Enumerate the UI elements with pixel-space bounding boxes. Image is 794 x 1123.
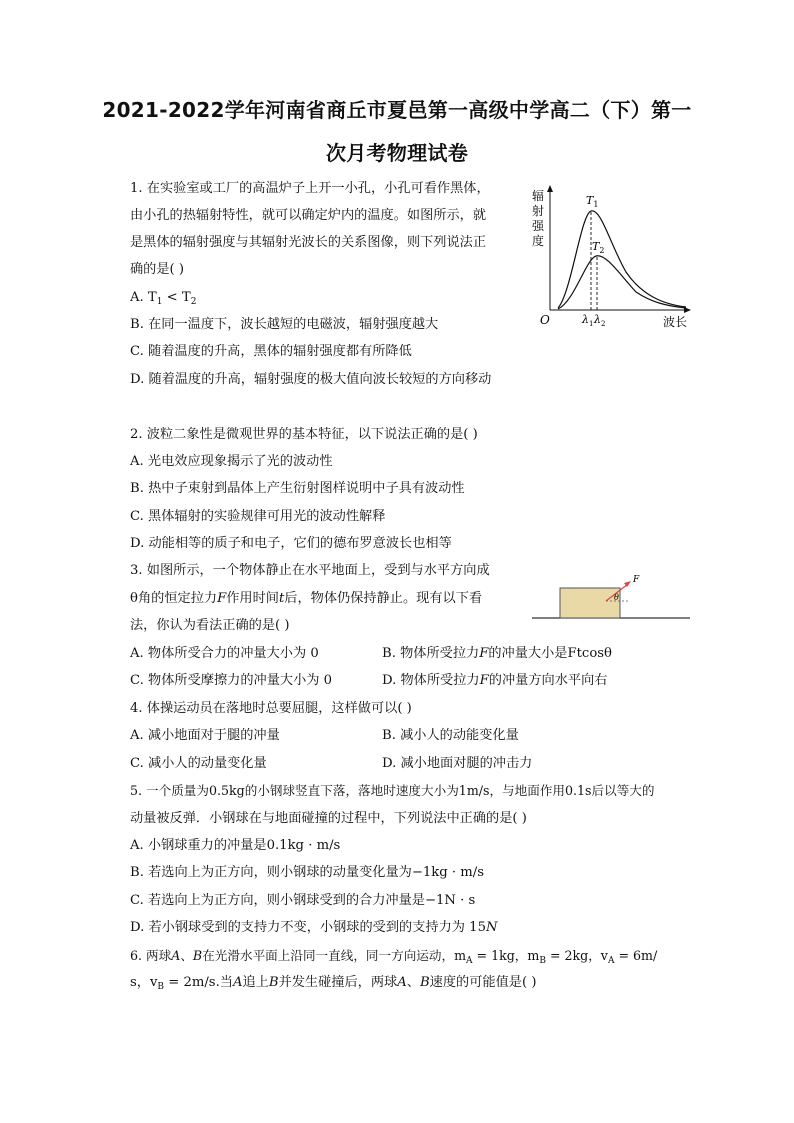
lambda1-label: $\lambda_1$ xyxy=(582,313,594,328)
q4-option-a: A. 减小地面对于腿的冲量 xyxy=(130,728,280,743)
q2-option-b: B. 热中子束射到晶体上产生衍射图样说明中子具有波动性 xyxy=(130,481,465,496)
q1-option-b: B. 在同一温度下，波长越短的电磁波，辐射强度越大 xyxy=(130,317,439,332)
q3-option-b-a: B. 物体所受拉力 xyxy=(382,646,480,661)
q1-option-c: C. 随着温度的升高，黑体的辐射强度都有所降低 xyxy=(130,344,412,359)
q3-option-d-a: D. 物体所受拉力 xyxy=(382,673,480,688)
q3-option-d-force: F xyxy=(479,673,489,688)
y-label-char-3: 强 xyxy=(532,219,545,233)
q5-option-d xyxy=(130,920,498,936)
q1-option-a-sub-1: 1 xyxy=(156,297,163,307)
q5-option-c: C. 若选向上为正方向，则小钢球受到的合力冲量是−1N · s xyxy=(130,893,476,908)
q4-option-c: C. 减小人的动量变化量 xyxy=(130,756,267,771)
q3-option-d xyxy=(382,673,607,689)
q1-stem-line-3: 是黑体的辐射强度与其辐射光波长的关系图像，则下列说法正 xyxy=(130,235,487,250)
y-label-char-2: 射 xyxy=(532,204,545,218)
q2-option-a: A. 光电效应现象揭示了光的波动性 xyxy=(130,454,333,469)
q3-stem-line-2-a: θ角的恒定拉力 xyxy=(130,591,218,606)
q6-stem-line-1: 6. 两球A、B在光滑水平面上沿同一直线，同一方向运动，$m_A = 1kg$，$m_B = 2kg$，$v_A = 6m/$ xyxy=(130,948,658,966)
q5-option-d-unit: N xyxy=(485,920,498,935)
lambda2-label: $\lambda_2$ xyxy=(594,313,606,328)
q1-stem-line-4: 确的是( ) xyxy=(130,262,185,277)
t1-label: $T_1$ xyxy=(586,194,599,209)
q1-stem-line-1: 1. 在实验室或工厂的高温炉子上开一小孔，小孔可看作黑体， xyxy=(130,181,490,196)
q2-stem: 2. 波粒二象性是微观世界的基本特征，以下说法正确的是( ) xyxy=(130,427,478,442)
t2-label: $T_2$ xyxy=(592,240,605,255)
q3-stem-line-2-b: 作用时间 xyxy=(226,591,279,606)
q1-option-a-prefix: A. T xyxy=(130,290,157,305)
force-label: F xyxy=(633,575,640,585)
q4-option-b: B. 减小人的动能变化量 xyxy=(382,728,519,743)
q2-option-d: D. 动能相等的质子和电子，它们的德布罗意波长也相等 xyxy=(130,536,452,551)
q1-option-d: D. 随着温度的升高，辐射强度的极大值向波长较短的方向移动 xyxy=(130,372,492,387)
q3-stem-line-1: 3. 如图所示，一个物体静止在水平地面上，受到与水平方向成 xyxy=(130,563,490,578)
y-axis-arrow-icon xyxy=(547,185,553,192)
block xyxy=(560,588,620,618)
q3-option-b-b: 的冲量大小是Ftcosθ xyxy=(488,646,612,661)
q1-option-a-lt: < T xyxy=(162,290,191,305)
origin-label: O xyxy=(540,313,550,327)
q3-stem-line-2-c: 后，物体仍保持静止。现有以下看 xyxy=(284,591,483,606)
q3-force-symbol: F xyxy=(217,591,227,606)
angle-label: θ xyxy=(614,593,619,602)
q1-option-a xyxy=(130,290,196,306)
exam-title-line-2: 次月考物理试卷 xyxy=(325,141,469,165)
q3-option-c: C. 物体所受摩擦力的冲量大小为 0 xyxy=(130,673,333,688)
q1-option-a-sub-2: 2 xyxy=(190,297,197,307)
curve-t1 xyxy=(558,211,686,308)
q3-stem-line-2 xyxy=(130,591,482,607)
q3-stem-line-3: 法，你认为看法正确的是( ) xyxy=(130,618,290,633)
q3-option-d-b: 的冲量方向水平向右 xyxy=(488,673,608,688)
q5-option-d-text: D. 若小钢球受到的支持力不变，小钢球的受到的支持力为 15 xyxy=(130,920,486,935)
q4-option-d: D. 减小地面对腿的冲击力 xyxy=(382,756,533,771)
q3-time-symbol: t xyxy=(278,591,285,606)
q3-option-a: A. 物体所受合力的冲量大小为 0 xyxy=(130,646,319,661)
q5-stem-line-2: 动量被反弹．小钢球在与地面碰撞的过程中，下列说法中正确的是( ) xyxy=(130,811,527,826)
q3-option-b-force: F xyxy=(479,646,489,661)
q6-ball-b: B xyxy=(192,948,203,963)
q3-option-b xyxy=(382,646,612,662)
block-force-diagram xyxy=(530,568,692,624)
q6-stem-line-2: s，$v_B = 2m/s$.当A追上B并发生碰撞后，两球A、B速度的可能值是( ) xyxy=(130,975,537,992)
q4-stem: 4. 体操运动员在落地时总要屈腿，这样做可以( ) xyxy=(130,701,412,716)
x-label: 波长 xyxy=(663,315,688,329)
exam-title-line-1: 2021-2022学年河南省商丘市夏邑第一高级中学高二（下）第一 xyxy=(102,98,692,122)
q5-option-b: B. 若选向上为正方向，则小钢球的动量变化量为−1kg · m/s xyxy=(130,865,484,880)
q5-stem-line-1: 5. 一个质量为0.5kg的小钢球竖直下落，落地时速度大小为1m/s，与地面作用0.1s后以等大的 xyxy=(130,783,655,798)
q2-option-c: C. 黑体辐射的实验规律可用光的波动性解释 xyxy=(130,509,386,524)
q5-option-a: A. 小钢球重力的冲量是0.1kg · m/s xyxy=(130,838,341,853)
blackbody-radiation-graph xyxy=(526,184,696,334)
y-label-char-4: 度 xyxy=(532,234,545,248)
y-label-char-1: 辐 xyxy=(532,189,545,203)
q1-stem-line-2: 由小孔的热辐射特性，就可以确定炉内的温度。如图所示，就 xyxy=(130,208,487,223)
q6-ball-a: A xyxy=(171,948,181,963)
